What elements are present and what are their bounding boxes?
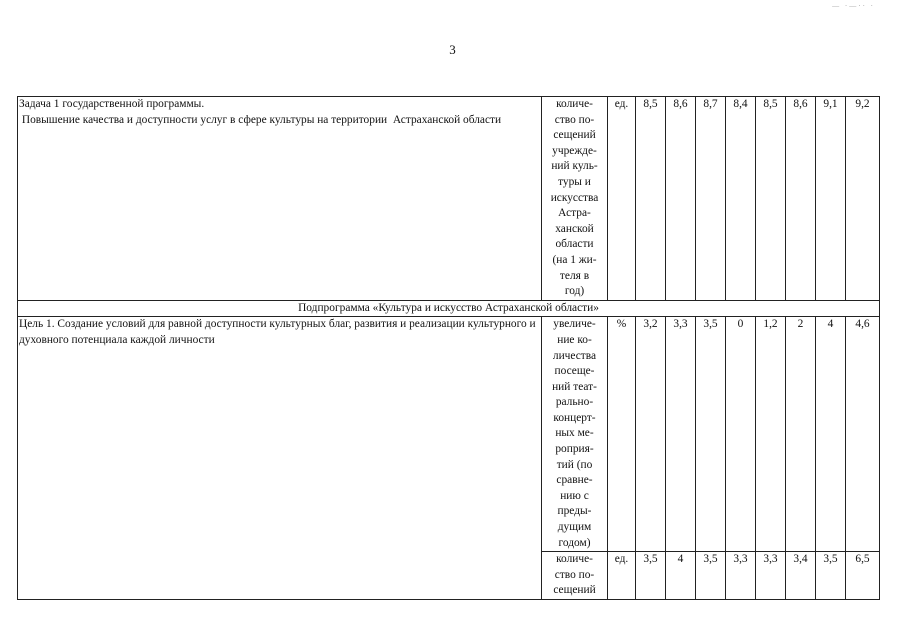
value-cell: 4: [666, 552, 696, 600]
unit-cell: ед.: [608, 552, 636, 600]
task-title: Задача 1 государственной программы.: [19, 98, 205, 110]
indicator-cell: увеличе- ние ко- личества посеще- ний теат- рально- концерт- ных ме- роприя- тий (по сравне- нию с преды- дущим годом): [542, 317, 608, 552]
value-cell: 3,5: [636, 552, 666, 600]
unit-cell: %: [608, 317, 636, 552]
value-cell: 3,5: [696, 552, 726, 600]
table-row-subprogram: [18, 300, 880, 317]
value-cell: 3,2: [636, 317, 666, 552]
table-row-goal-1: [18, 317, 880, 552]
value-cell: 2: [786, 317, 816, 552]
task-subtitle: Повышение качества и доступности услуг в сфере культуры на территории Астраханской области: [19, 113, 502, 126]
value-cell: 8,6: [666, 97, 696, 301]
unit-cell: ед.: [608, 97, 636, 301]
value-cell: 3,5: [696, 317, 726, 552]
value-cell: 9,1: [816, 97, 846, 301]
value-cell: 1,2: [756, 317, 786, 552]
value-cell: 8,6: [786, 97, 816, 301]
value-cell: 3,3: [726, 552, 756, 600]
goal-description-cell: [18, 317, 542, 600]
table-row-task-1: [18, 97, 880, 301]
value-cell: 8,4: [726, 97, 756, 301]
value-cell: 8,5: [636, 97, 666, 301]
value-cell: 3,3: [756, 552, 786, 600]
value-cell: 4: [816, 317, 846, 552]
value-cell: 3,3: [666, 317, 696, 552]
goal-text: Цель 1. Создание условий для равной доступности культурных благ, развития и реализации культурного и духовного потенциала каждой личности: [19, 318, 536, 346]
value-cell: 3,4: [786, 552, 816, 600]
value-cell: 6,5: [846, 552, 880, 600]
indicators-table: [17, 96, 880, 600]
value-cell: 0: [726, 317, 756, 552]
value-cell: 8,5: [756, 97, 786, 301]
task-description-cell: [18, 97, 542, 301]
value-cell: 4,6: [846, 317, 880, 552]
value-cell: 3,5: [816, 552, 846, 600]
value-cell: 9,2: [846, 97, 880, 301]
subprogram-heading: Подпрограмма «Культура и искусство Астраханской области»: [18, 300, 880, 317]
scan-corner-mark: — ·—·· ·: [832, 2, 875, 10]
indicator-cell: количе- ство по- сещений учрежде- ний куль- туры и искусства Астра- ханской области (на 1 жи- теля в год): [542, 97, 608, 301]
value-cell: 8,7: [696, 97, 726, 301]
page-number: 3: [449, 42, 456, 57]
indicator-cell: количе- ство по- сещений: [542, 552, 608, 600]
